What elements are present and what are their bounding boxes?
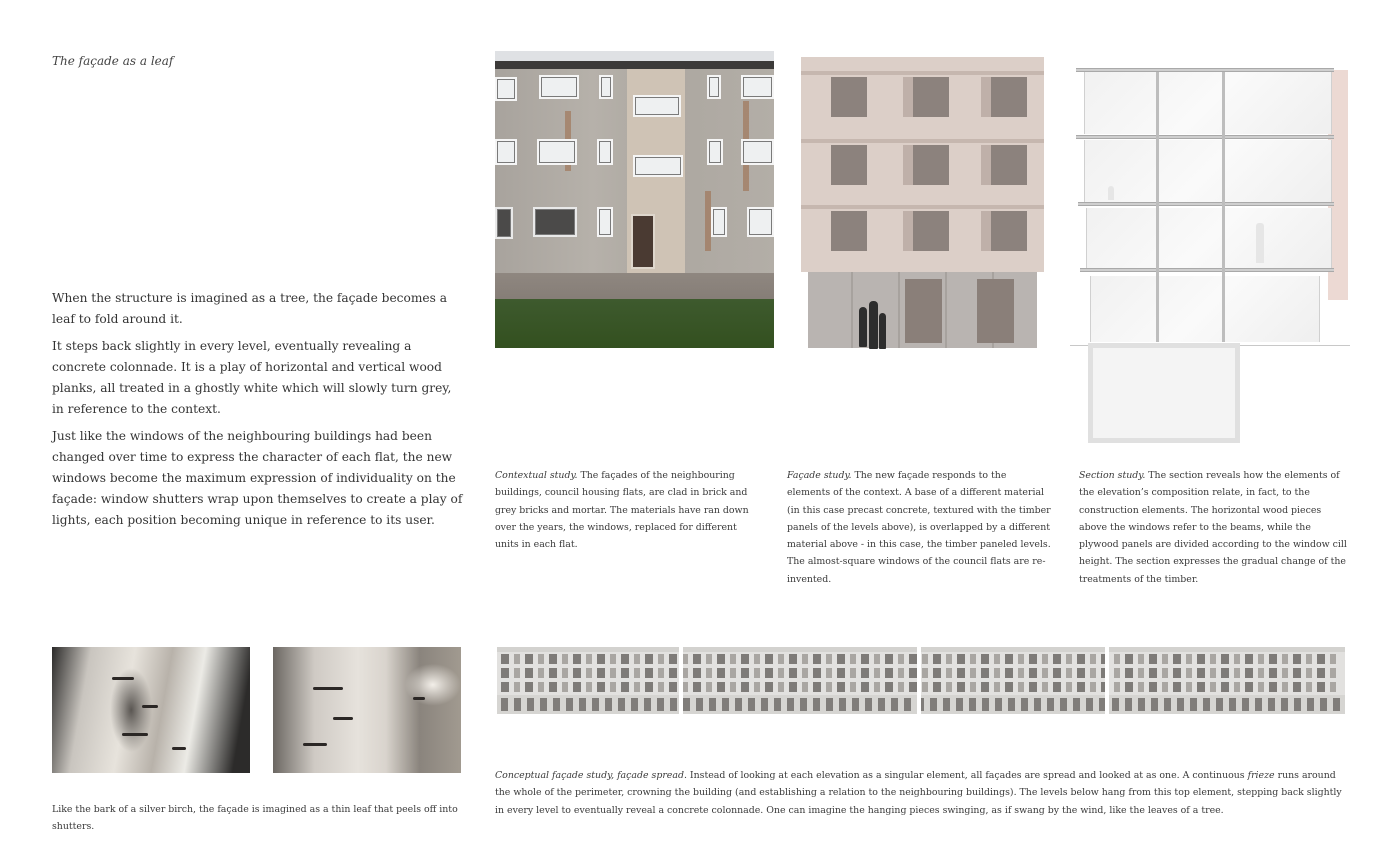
contextual-photo bbox=[495, 51, 774, 348]
section-caption-text: The section reveals how the elements of the elevation’s composition relate, in fact, to the construction elements. The horizontal wood pieces above the windows refer to the beams, while the plywood panels are divided according to the window cill height. The section expresses the gradual change of the treatments of the timber. bbox=[1079, 470, 1347, 585]
spread-caption-frieze: frieze bbox=[1247, 770, 1275, 781]
intro-paragraph-1: When the structure is imagined as a tree, the façade becomes a leaf to fold around it. bbox=[52, 291, 448, 326]
birch-bark-photo-2 bbox=[273, 647, 461, 773]
contextual-caption-lead: Contextual study. bbox=[495, 470, 578, 481]
section-caption-lead: Section study. bbox=[1079, 470, 1146, 481]
birch-bark-photo-1 bbox=[52, 647, 250, 773]
contextual-caption bbox=[495, 467, 757, 553]
facade-caption-text: The new façade responds to the elements of the context. A base of a different material (in this case precast concrete, textured with the timber panels of the levels above), is overlapped by a different material above - in this case, the timber paneled levels. The almost-square windows of the council flats are re-invented. bbox=[787, 470, 1051, 585]
contextual-caption-text: The façades of the neighbouring buildings, council housing flats, are clad in brick and grey bricks and mortar. The materials have ran down over the years, the windows, replaced for different units in each flat. bbox=[495, 470, 749, 551]
section-caption bbox=[1079, 467, 1349, 588]
facade-elevation-drawing bbox=[801, 57, 1044, 350]
spread-caption-text-a: Instead of looking at each elevation as a singular element, all façades are spread and looked at as one. A continuous bbox=[686, 770, 1248, 781]
intro-paragraph-3: Just like the windows of the neighbouring buildings had been changed over time to express the character of each flat, the new windows become the maximum expression of individuality on the façade: window shutters wrap upon themselves to create a play of lights, each position becoming unique in reference to its user. bbox=[52, 429, 463, 527]
section-drawing bbox=[1070, 58, 1350, 444]
intro-text bbox=[52, 288, 464, 537]
page-title: The façade as a leaf bbox=[52, 54, 174, 68]
spread-caption bbox=[495, 767, 1351, 819]
spread-caption-lead: Conceptual façade study, façade spread. bbox=[495, 770, 687, 781]
bark-caption bbox=[52, 801, 472, 836]
facade-spread-drawing bbox=[497, 647, 1345, 714]
facade-caption-lead: Façade study. bbox=[787, 470, 852, 481]
bark-caption-text: Like the bark of a silver birch, the façade is imagined as a thin leaf that peels off into shutters. bbox=[52, 804, 458, 833]
facade-caption bbox=[787, 467, 1051, 588]
intro-paragraph-2: It steps back slightly in every level, eventually revealing a concrete colonnade. It is a play of horizontal and vertical wood planks, all treated in a ghostly white which will slowly turn grey, in reference to the context. bbox=[52, 339, 452, 416]
spread-caption-text-b: runs around the whole of the perimeter, crowning the building (and establishing a relation to the neighbouring buildings). The levels below hang from this top element, stepping back slightly in every level to eventually reveal a concrete colonnade. One can imagine the hanging pieces swinging, as if swang by the wind, like the leaves of a tree. bbox=[495, 770, 1342, 816]
